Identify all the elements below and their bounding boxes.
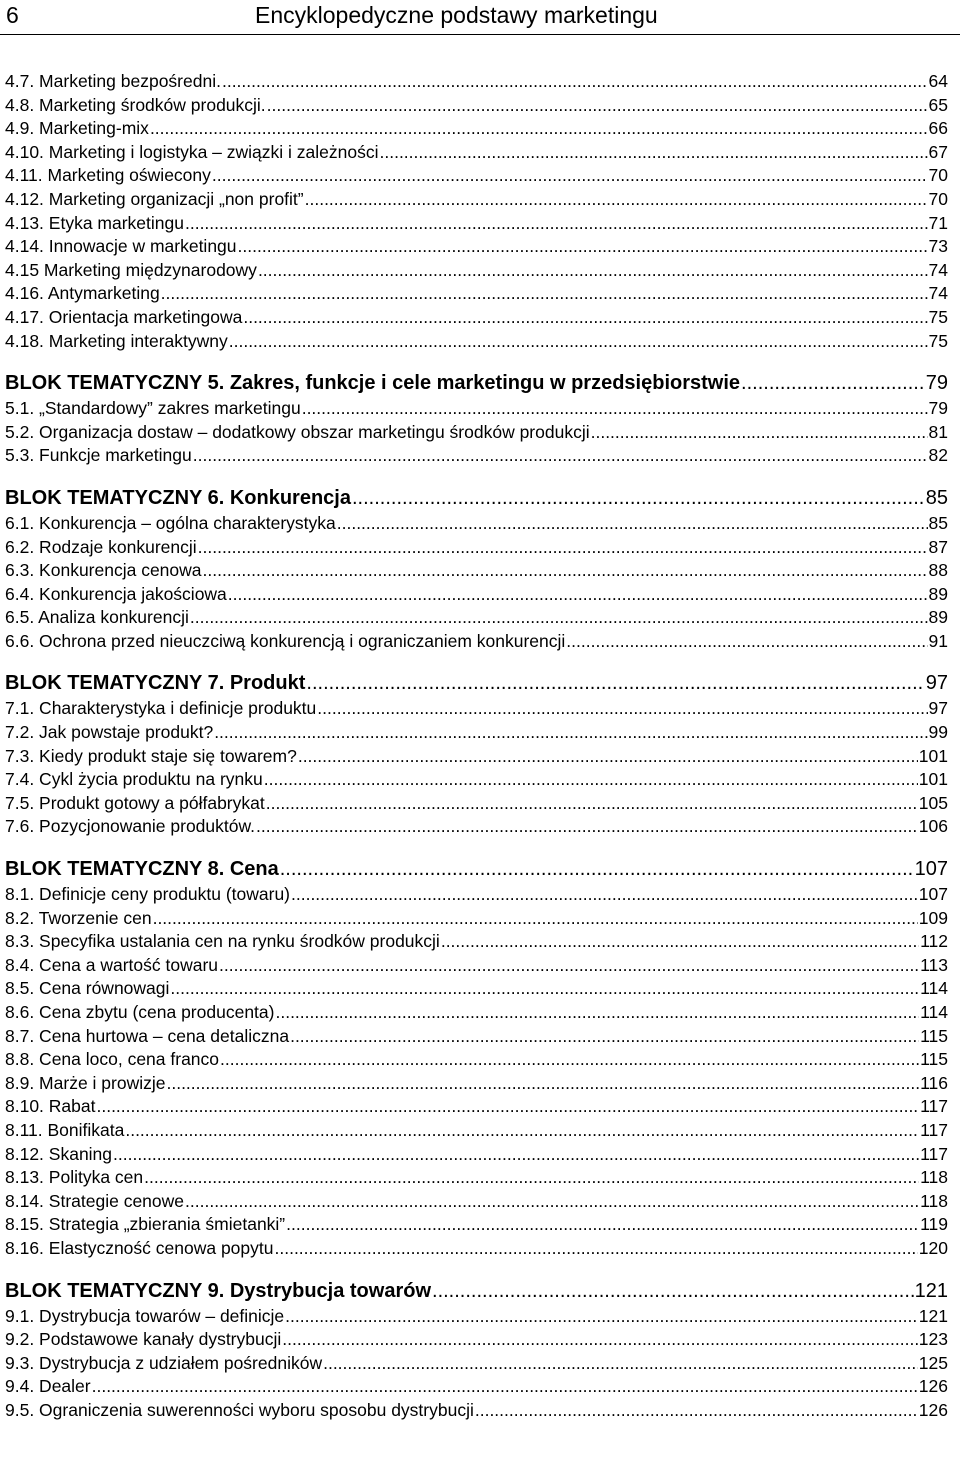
toc-page-number: 70 (928, 188, 948, 209)
dot-leader (267, 94, 928, 118)
toc-entry[interactable] (5, 907, 948, 931)
toc-entry-title: 6.1. Konkurencja – ogólna charakterystyka (5, 512, 336, 533)
dot-leader (258, 259, 928, 283)
toc-block-heading[interactable] (5, 669, 948, 697)
dot-leader (166, 1072, 919, 1096)
toc-page-number: 121 (918, 1305, 948, 1326)
toc-block-title (5, 669, 305, 697)
running-title: Encyklopedyczne podstawy marketingu (255, 2, 658, 28)
toc-entry-title: 4.14. Innowacje w marketingu (5, 236, 237, 257)
toc-entry-title: 4.9. Marketing-mix (5, 118, 149, 139)
block-label: BLOK TEMATYCZNY 6. (5, 486, 225, 509)
dot-leader (286, 1213, 919, 1237)
toc-entry-title: 8.12. Skaning (5, 1143, 113, 1164)
dot-leader (243, 306, 927, 330)
dot-leader (266, 792, 918, 816)
toc-page-number: 117 (920, 1119, 948, 1140)
toc-page-number: 107 (918, 884, 948, 905)
toc-entry-title: 4.16. Antymarketing (5, 283, 160, 304)
dot-leader (302, 397, 928, 421)
dot-leader (222, 70, 928, 94)
toc-entry[interactable] (5, 977, 948, 1001)
dot-leader (591, 421, 928, 445)
toc-page-number: 75 (928, 330, 948, 351)
toc-entry-title: 8.8. Cena loco, cena franco (5, 1049, 220, 1070)
toc-block-heading[interactable] (5, 484, 948, 512)
toc-page-number: 67 (928, 141, 948, 162)
toc-entry-title: 7.3. Kiedy produkt staje się towarem? (5, 745, 297, 766)
toc-entry-title: 8.6. Cena zbytu (cena producenta) (5, 1002, 275, 1022)
toc-page-number: 101 (918, 769, 948, 790)
dot-leader (275, 1237, 918, 1261)
dot-leader (96, 1095, 919, 1119)
toc-entry[interactable] (5, 606, 948, 630)
toc-page-number: 117 (920, 1096, 948, 1117)
toc-entry-title: 5.2. Organizacja dostaw – dodatkowy obszar marketingu środków produkcji (5, 421, 590, 442)
toc-entry[interactable] (5, 1072, 948, 1096)
toc-entry-title: 9.5. Ograniczenia suwerenności wyboru sposobu dystrybucji (5, 1399, 474, 1420)
toc-page-number: 88 (928, 560, 948, 581)
toc-block-title (5, 369, 740, 397)
toc-page-number: 97 (925, 672, 948, 695)
toc-page-number: 87 (928, 536, 948, 557)
toc-entry[interactable] (5, 141, 948, 165)
page-header (0, 0, 960, 35)
toc-block-title (5, 484, 351, 512)
toc-page-number: 89 (928, 607, 948, 628)
toc-entry[interactable] (5, 212, 948, 236)
toc-entry[interactable] (5, 1025, 948, 1049)
dot-leader (214, 721, 927, 745)
block-label: BLOK TEMATYCZNY 7. (5, 672, 225, 695)
toc-entry[interactable] (5, 117, 948, 141)
block-title: Cena (229, 858, 279, 881)
toc-entry[interactable] (5, 1001, 948, 1025)
toc-entry-title: 8.7. Cena hurtowa – cena detaliczna (5, 1025, 290, 1046)
dot-leader (275, 1001, 919, 1025)
toc-entry[interactable] (5, 235, 948, 259)
toc-entry[interactable] (5, 1328, 948, 1352)
dot-leader (475, 1399, 918, 1423)
toc-entry[interactable] (5, 745, 948, 769)
toc-entry[interactable] (5, 930, 948, 954)
toc-page-number: 116 (920, 1072, 948, 1093)
toc-page-number: 119 (920, 1214, 948, 1235)
toc-entry-title: 8.11. Bonifikata (5, 1119, 125, 1140)
toc-entry-title: 7.1. Charakterystyka i definicje produktu (5, 698, 317, 719)
toc-page-number: 114 (920, 1002, 948, 1022)
dot-leader (238, 235, 928, 259)
dot-leader (380, 141, 928, 165)
dot-leader (92, 1375, 918, 1399)
toc-entry[interactable] (5, 164, 948, 188)
toc-entry[interactable] (5, 583, 948, 607)
dot-leader (212, 164, 928, 188)
dot-leader (256, 815, 918, 839)
toc-page-number: 107 (914, 858, 948, 881)
toc-entry[interactable] (5, 512, 948, 536)
toc-entry-title: 8.3. Specyfika ustalania cen na rynku środków produkcji (5, 931, 440, 952)
dot-leader (229, 330, 928, 354)
dot-leader (337, 512, 928, 536)
toc-entry[interactable] (5, 792, 948, 816)
toc-page-number: 71 (928, 212, 948, 233)
toc-entry[interactable] (5, 630, 948, 654)
toc-page-number: 126 (918, 1399, 948, 1420)
toc-page-number: 74 (928, 283, 948, 304)
dot-leader (125, 1119, 919, 1143)
toc-page-number: 81 (928, 421, 948, 442)
dot-leader (170, 977, 919, 1001)
toc-entry-title: 6.6. Ochrona przed nieuczciwą konkurencją i ograniczaniem konkurencji (5, 630, 566, 651)
toc-page-number: 126 (918, 1376, 948, 1397)
toc-entry-title: 4.17. Orientacja marketingowa (5, 306, 243, 327)
toc-entry[interactable] (5, 1352, 948, 1376)
toc-entry-title: 9.3. Dystrybucja z udziałem pośredników (5, 1352, 323, 1373)
dot-leader (185, 212, 928, 236)
toc-entry-title: 8.2. Tworzenie cen (5, 907, 152, 928)
toc-entry[interactable] (5, 1166, 948, 1190)
toc-page-number: 85 (925, 486, 948, 509)
dot-leader (290, 1025, 919, 1049)
toc-page-number: 75 (928, 306, 948, 327)
table-of-contents (5, 70, 948, 1423)
toc-entry[interactable] (5, 421, 948, 445)
toc-page-number: 85 (928, 512, 948, 533)
toc-page-number: 115 (920, 1025, 948, 1046)
toc-entry-title: 5.1. „Standardowy” zakres marketingu (5, 398, 301, 419)
toc-entry-title: 8.1. Definicje ceny produktu (towaru) (5, 884, 290, 905)
dot-leader (306, 669, 924, 697)
toc-entry[interactable] (5, 1119, 948, 1143)
toc-entry[interactable] (5, 444, 948, 468)
block-title: Zakres, funkcje i cele marketingu w przedsiębiorstwie (229, 372, 741, 395)
dot-leader (219, 954, 919, 978)
toc-entry-title: 8.15. Strategia „zbierania śmietanki” (5, 1214, 286, 1235)
toc-page-number: 125 (918, 1352, 948, 1373)
toc-block-title (5, 855, 279, 883)
toc-entry-title: 8.16. Elastyczność cenowa popytu (5, 1237, 274, 1258)
toc-page-number: 109 (918, 907, 948, 928)
toc-page-number: 89 (928, 583, 948, 604)
toc-page-number: 106 (918, 816, 948, 837)
toc-entry-title: 7.6. Pozycjonowanie produktów. (5, 816, 256, 837)
block-label: BLOK TEMATYCZNY 8. (5, 858, 225, 881)
toc-entry-title: 8.9. Marże i prowizje (5, 1072, 166, 1093)
toc-entry[interactable] (5, 697, 948, 721)
toc-page-number: 97 (928, 698, 948, 719)
toc-entry[interactable] (5, 1237, 948, 1261)
dot-leader (153, 907, 918, 931)
toc-entry-title: 4.10. Marketing i logistyka – związki i zależności (5, 141, 379, 162)
toc-entry-title: 7.2. Jak powstaje produkt? (5, 722, 214, 743)
toc-page-number: 101 (918, 745, 948, 766)
dot-leader (305, 188, 928, 212)
toc-entry[interactable] (5, 815, 948, 839)
toc-page-number: 121 (914, 1279, 948, 1302)
toc-entry-title: 5.3. Funkcje marketingu (5, 445, 192, 466)
toc-entry[interactable] (5, 1190, 948, 1214)
toc-entry[interactable] (5, 536, 948, 560)
toc-entry-title: 4.15 Marketing międzynarodowy (5, 259, 257, 280)
toc-entry[interactable] (5, 306, 948, 330)
dot-leader (220, 1048, 919, 1072)
toc-entry-title: 8.14. Strategie cenowe (5, 1190, 185, 1211)
dot-leader (282, 1328, 918, 1352)
toc-entry[interactable] (5, 1399, 948, 1423)
toc-entry-title: 4.13. Etyka marketingu (5, 212, 184, 233)
toc-entry[interactable] (5, 1213, 948, 1237)
toc-entry[interactable] (5, 1095, 948, 1119)
toc-page-number: 99 (928, 722, 948, 743)
toc-page-number: 118 (920, 1167, 948, 1188)
toc-entry[interactable] (5, 559, 948, 583)
toc-entry[interactable] (5, 70, 948, 94)
toc-entry[interactable] (5, 397, 948, 421)
dot-leader (432, 1277, 914, 1305)
block-label: BLOK TEMATYCZNY 9. (5, 1279, 225, 1302)
toc-entry-title: 4.7. Marketing bezpośredni. (5, 71, 221, 91)
toc-entry[interactable] (5, 1143, 948, 1167)
toc-entry[interactable] (5, 259, 948, 283)
toc-page-number: 123 (918, 1329, 948, 1350)
toc-block-heading[interactable] (5, 1277, 948, 1305)
toc-page-number: 64 (928, 71, 948, 91)
toc-page-number: 66 (928, 118, 948, 139)
dot-leader (566, 630, 927, 654)
toc-page-number: 115 (920, 1049, 948, 1070)
toc-page-number: 117 (920, 1143, 948, 1164)
dot-leader (193, 444, 928, 468)
dot-leader (323, 1352, 918, 1376)
dot-leader (190, 606, 928, 630)
toc-entry-title: 6.2. Rodzaje konkurencji (5, 536, 197, 557)
toc-page-number: 114 (920, 978, 948, 999)
toc-entry[interactable] (5, 1048, 948, 1072)
toc-entry[interactable] (5, 330, 948, 354)
toc-entry-title: 6.4. Konkurencja jakościowa (5, 583, 227, 604)
dot-leader (291, 883, 918, 907)
toc-entry[interactable] (5, 1375, 948, 1399)
toc-entry-title: 4.12. Marketing organizacji „non profit” (5, 188, 304, 209)
dot-leader (161, 282, 928, 306)
dot-leader (113, 1143, 919, 1167)
page-number: 6 (6, 2, 19, 28)
dot-leader (441, 930, 919, 954)
toc-page-number: 105 (918, 792, 948, 813)
toc-entry-title: 9.2. Podstawowe kanały dystrybucji (5, 1329, 282, 1350)
toc-entry-title: 8.4. Cena a wartość towaru (5, 954, 219, 975)
toc-entry[interactable] (5, 768, 948, 792)
block-title: Produkt (229, 672, 306, 695)
toc-page-number: 112 (920, 931, 948, 952)
toc-page-number: 70 (928, 165, 948, 186)
block-title: Konkurencja (229, 486, 351, 509)
toc-entry[interactable] (5, 721, 948, 745)
dot-leader (285, 1305, 918, 1329)
dot-leader (150, 117, 928, 141)
toc-block-heading[interactable] (5, 855, 948, 883)
dot-leader (317, 697, 927, 721)
toc-page-number: 118 (920, 1190, 948, 1211)
toc-entry-title: 7.4. Cykl życia produktu na rynku (5, 769, 263, 790)
toc-entry-title: 4.8. Marketing środków produkcji. (5, 94, 266, 115)
toc-entry[interactable] (5, 188, 948, 212)
dot-leader (264, 768, 918, 792)
toc-entry-title: 8.5. Cena równowagi (5, 978, 170, 999)
dot-leader (298, 745, 918, 769)
dot-leader (352, 484, 925, 512)
dot-leader (280, 855, 914, 883)
dot-leader (741, 369, 925, 397)
block-label: BLOK TEMATYCZNY 5. (5, 372, 225, 395)
toc-entry[interactable] (5, 1305, 948, 1329)
toc-page-number: 91 (928, 630, 948, 651)
toc-entry[interactable] (5, 883, 948, 907)
dot-leader (144, 1166, 919, 1190)
toc-entry[interactable] (5, 954, 948, 978)
dot-leader (203, 559, 928, 583)
toc-entry-title: 4.11. Marketing oświecony (5, 165, 211, 186)
toc-entry-title: 4.18. Marketing interaktywny (5, 330, 228, 351)
toc-entry-title: 8.10. Rabat (5, 1096, 96, 1117)
toc-entry[interactable] (5, 282, 948, 306)
dot-leader (228, 583, 928, 607)
toc-block-heading[interactable] (5, 369, 948, 397)
toc-page-number: 120 (918, 1237, 948, 1258)
toc-entry-title: 6.5. Analiza konkurencji (5, 607, 189, 628)
toc-entry-title: 9.1. Dystrybucja towarów – definicje (5, 1305, 285, 1326)
toc-block-title (5, 1277, 431, 1305)
toc-entry-title: 8.13. Polityka cen (5, 1167, 144, 1188)
dot-leader (198, 536, 928, 560)
toc-entry-title: 6.3. Konkurencja cenowa (5, 560, 202, 581)
toc-page-number: 79 (925, 372, 948, 395)
toc-entry[interactable] (5, 94, 948, 118)
dot-leader (185, 1190, 919, 1214)
toc-page-number: 65 (928, 94, 948, 115)
toc-page-number: 73 (928, 236, 948, 257)
toc-page-number: 113 (920, 954, 948, 975)
toc-page-number: 79 (928, 398, 948, 419)
toc-page-number: 74 (928, 259, 948, 280)
toc-entry-title: 7.5. Produkt gotowy a półfabrykat (5, 792, 265, 813)
toc-entry-title: 9.4. Dealer (5, 1376, 91, 1397)
block-title: Dystrybucja towarów (229, 1279, 432, 1302)
toc-page-number: 82 (928, 445, 948, 466)
